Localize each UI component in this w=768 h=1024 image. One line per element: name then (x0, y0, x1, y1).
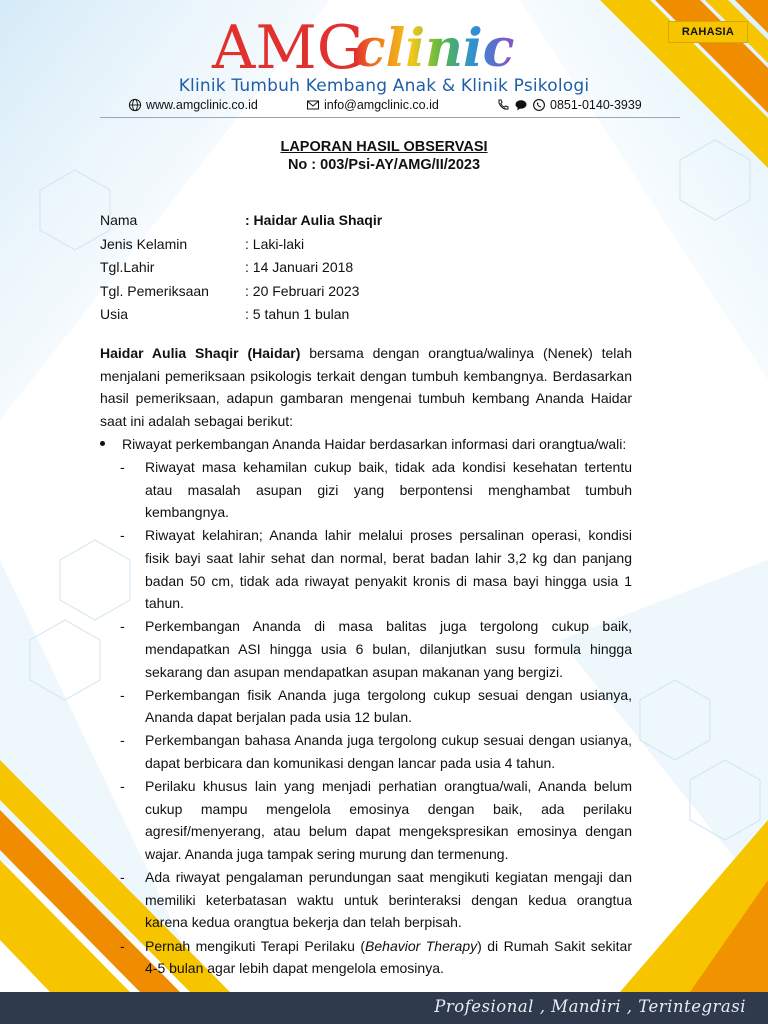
list-item-text-before: Pernah mengikuti Terapi Perilaku ( (145, 937, 366, 954)
identity-row (100, 306, 660, 330)
dash-marker: - (120, 869, 125, 886)
logo-wordmark (204, 8, 564, 80)
identity-row (100, 283, 660, 307)
list-item-text: Perkembangan Ananda di masa balitas juga tergolong cukup baik, mendapatkan ASI hingga usia 6 bulan, dilanjutkan susu formula hingga sekarang dan asupan mendapatkan asupan makanan yang bergizi. (145, 618, 632, 680)
list-item (100, 866, 632, 934)
chat-icon (514, 98, 528, 112)
dash-marker: - (120, 732, 125, 749)
list-item-text: Perkembangan bahasa Ananda juga tergolong cukup sesuai dengan usianya, dapat berbicara dan komunikasi dengan lancar pada usia 4 tahun. (145, 732, 632, 772)
globe-icon (128, 98, 142, 112)
header-divider (100, 117, 680, 118)
therapy-term-italic: Behavior Therapy (365, 937, 478, 954)
list-item (100, 684, 632, 729)
list-item (100, 935, 632, 980)
list-item (100, 775, 632, 865)
list-item-text: Perkembangan fisik Ananda juga tergolong cukup sesuai dengan usianya, Ananda dapat berjalan pada usia 12 bulan. (145, 686, 632, 726)
phone-icon (496, 98, 510, 112)
identity-label: Nama (100, 212, 138, 228)
clinic-tagline: Klinik Tumbuh Kembang Anak & Klinik Psikologi (178, 76, 590, 96)
identity-row (100, 236, 660, 260)
dash-marker: - (120, 686, 125, 703)
report-title: LAPORAN HASIL OBSERVASI (280, 139, 488, 155)
list-item-text: Perilaku khusus lain yang menjadi perhatian orangtua/wali, Ananda belum cukup mampu mengelola emosinya dengan baik, ada perilaku agresif/menyerang, atau belum dapat mengekspresikan emosinya dengan wajar. Ananda juga tampak sering murung dan termenung. (145, 778, 632, 863)
patient-name-bold: Haidar Aulia Shaqir (Haidar) (100, 345, 301, 361)
confidential-badge: RAHASIA (668, 21, 748, 43)
bullet-marker (100, 441, 105, 446)
email-contact[interactable] (306, 98, 439, 112)
identity-row (100, 212, 660, 236)
clinic-logo (0, 8, 768, 80)
whatsapp-icon (532, 98, 546, 112)
identity-label: Usia (100, 306, 129, 322)
contact-row (128, 98, 648, 116)
identity-value: : Laki-laki (245, 235, 305, 252)
identity-value: : 5 tahun 1 bulan (245, 306, 350, 322)
list-item (100, 615, 632, 683)
list-item (100, 456, 632, 524)
phone-text: 0851-0140-3939 (550, 98, 642, 112)
email-text: info@amgclinic.co.id (324, 98, 439, 112)
identity-value: : 20 Februari 2023 (245, 282, 360, 299)
identity-value: : 14 Januari 2018 (245, 259, 354, 275)
list-item (100, 729, 632, 774)
list-item-text: Riwayat masa kehamilan cukup baik, tidak ada kondisi kesehatan tertentu atau masalah asupan gizi yang berpontensi menghambat tumbuh kembangnya. (145, 458, 632, 521)
history-list (100, 456, 632, 980)
list-item (100, 524, 632, 614)
identity-label: Jenis Kelamin (100, 235, 188, 252)
dash-marker: - (120, 618, 125, 635)
dash-marker: - (120, 937, 125, 954)
mail-icon (306, 98, 320, 112)
list-item-text-after: ) di Rumah Sakit sekitar 4-5 bulan agar lebih dapat mengelola emosinya. (145, 937, 632, 977)
intro-text: bersama dengan orangtua/walinya (Nenek) telah menjalani pemeriksaan psikologis terkait dengan tumbuh kembangnya. Berdasarkan hasil pemeriksaan, adapun gambaran mengenai tumbuh kembang Ananda Haidar saat ini adalah sebagai berikut: (100, 345, 632, 429)
bullet-text: Riwayat perkembangan Ananda Haidar berdasarkan informasi dari orangtua/wali: (122, 436, 627, 453)
website-contact[interactable] (128, 98, 258, 112)
footer-motto: Profesional , Mandiri , Terintegrasi (434, 997, 746, 1016)
patient-identity (100, 212, 660, 330)
phone-contact[interactable] (496, 98, 642, 112)
dash-marker: - (120, 778, 125, 795)
identity-label: Tgl.Lahir (100, 259, 155, 275)
report-number: No : 003/Psi-AY/AMG/II/2023 (287, 157, 481, 173)
dash-marker: - (120, 458, 125, 475)
identity-row (100, 259, 660, 283)
report-body (100, 342, 632, 980)
history-bullet (100, 433, 632, 456)
intro-paragraph (100, 342, 632, 432)
list-item-text: Ada riwayat pengalaman perundungan saat mengikuti kegiatan mengaji dan memiliki keterbatasan waktu untuk berinteraksi dengan kedua orangtua karena kedua orangtua bekerja dan telah berpisah. (145, 869, 632, 931)
identity-label: Tgl. Pemeriksaan (100, 282, 209, 299)
logo-clinic-text: clinic (354, 18, 515, 79)
website-text: www.amgclinic.co.id (146, 98, 258, 112)
dash-marker: - (120, 527, 125, 544)
logo-amg-text: AMG (212, 13, 365, 80)
list-item-text: Riwayat kelahiran; Ananda lahir melalui proses persalinan operasi, kondisi fisik bayi saat lahir sehat dan normal, berat badan lahir 3,2 kg dan panjang badan 50 cm, tidak ada riwayat penyakit kronis di masa bayi hingga usia 1 tahun. (145, 527, 632, 612)
identity-value: : Haidar Aulia Shaqir (245, 212, 383, 228)
